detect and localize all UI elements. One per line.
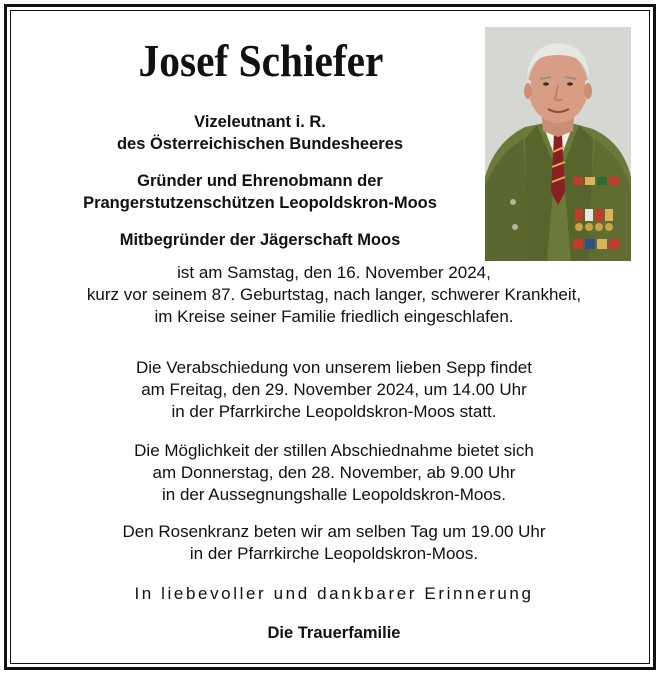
- closing-remembrance: In liebevoller und dankbarer Erinnerung: [134, 584, 534, 603]
- viewing-info: [30, 440, 638, 506]
- death-announcement: [30, 262, 638, 328]
- title-group-club: [20, 170, 500, 214]
- title-line: Mitbegründer der Jägerschaft Moos: [119, 231, 401, 249]
- farewell-line: in der Pfarrkirche Leopoldskron-Moos statt.: [171, 402, 497, 421]
- title-line: Vizeleutnant i. R.: [194, 113, 326, 131]
- announcement-line: kurz vor seinem 87. Geburtstag, nach langer, schwerer Krankheit,: [86, 285, 582, 304]
- announcement-line: ist am Samstag, den 16. November 2024,: [177, 263, 491, 282]
- title-line: Prangerstutzenschützen Leopoldskron-Moos: [83, 194, 437, 212]
- farewell-service: [30, 357, 638, 423]
- title-line: Gründer und Ehrenobmann der: [137, 172, 383, 190]
- rosary-line: Den Rosenkranz beten wir am selben Tag um 19.00 Uhr: [122, 522, 546, 541]
- title-group-military: [20, 111, 500, 155]
- title-line: des Österreichischen Bundesheeres: [116, 135, 404, 153]
- viewing-line: in der Aussegnungshalle Leopoldskron-Moos.: [161, 485, 506, 504]
- title-group-hunting: [20, 229, 500, 251]
- family-signature: Die Trauerfamilie: [267, 624, 401, 642]
- portrait-illustration: [485, 27, 631, 261]
- deceased-name: Josef Schiefer: [138, 35, 384, 86]
- farewell-line: Die Verabschiedung von unserem lieben Sepp findet: [136, 358, 532, 377]
- farewell-line: am Freitag, den 29. November 2024, um 14.00 Uhr: [141, 380, 527, 399]
- rosary-line: in der Pfarrkirche Leopoldskron-Moos.: [189, 544, 479, 563]
- portrait-photo: [485, 27, 631, 261]
- rosary-info: [30, 521, 638, 565]
- viewing-line: Die Möglichkeit der stillen Abschiednahme bietet sich: [134, 441, 534, 460]
- viewing-line: am Donnerstag, den 28. November, ab 9.00 Uhr: [152, 463, 516, 482]
- announcement-line: im Kreise seiner Familie friedlich eingeschlafen.: [154, 307, 514, 326]
